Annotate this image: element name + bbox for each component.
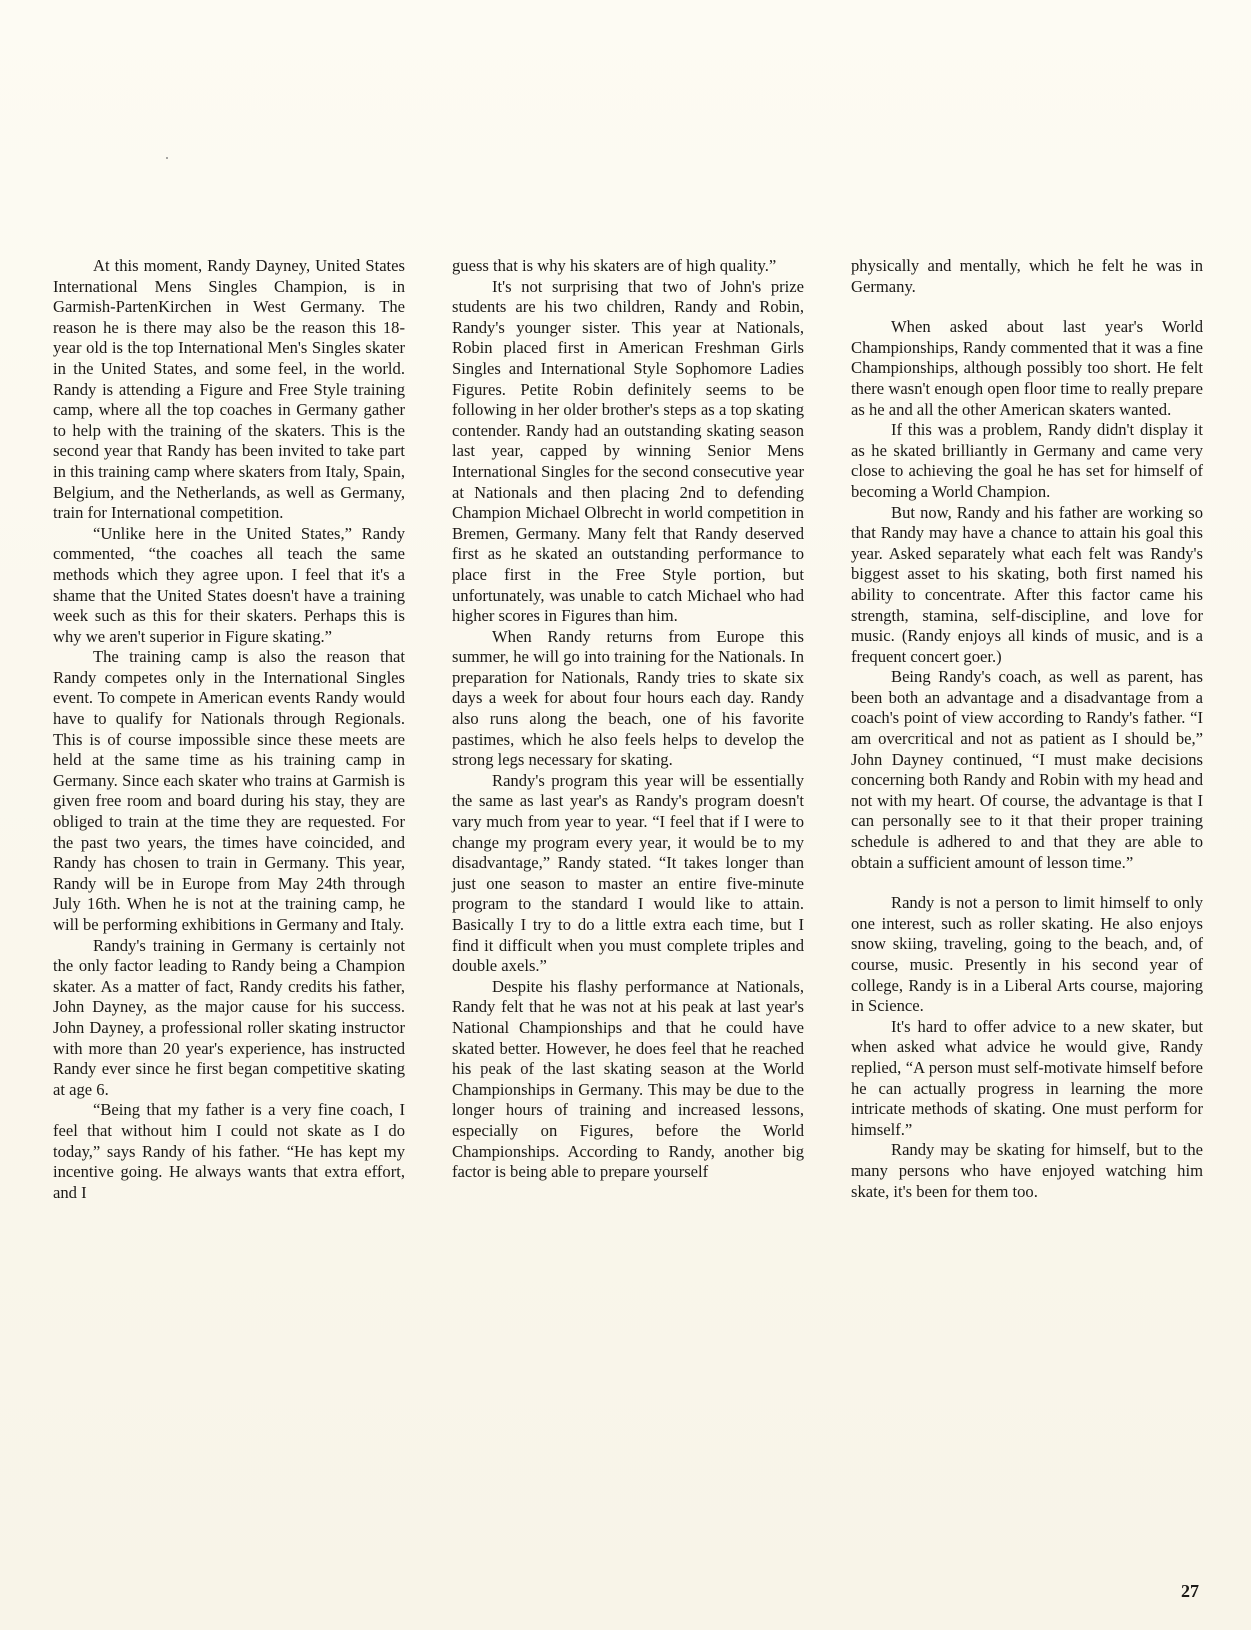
page-number: 27 bbox=[1181, 1581, 1199, 1601]
paragraph: “Being that my father is a very fine coach, I feel that without him I could not skate as I do today,” says Randy of his father. “He has kept my incentive going. He always wants that extra effort, and I bbox=[53, 1100, 405, 1202]
paragraph: When asked about last year's World Championships, Randy commented that it was a fine Championships, although possibly too short. He felt there wasn't enough open floor time to really prepare as he and all the other American skaters wanted. bbox=[851, 317, 1203, 419]
article-column-3 bbox=[851, 256, 1203, 1202]
print-speck bbox=[166, 157, 168, 159]
paragraph: Randy is not a person to limit himself to only one interest, such as roller skating. He also enjoys snow skiing, traveling, going to the beach, and, of course, music. Presently in his second year of college, Randy is in a Liberal Arts course, majoring in Science. bbox=[851, 893, 1203, 1016]
paragraph: When Randy returns from Europe this summer, he will go into training for the Nationals. In preparation for Nationals, Randy tries to skate six days a week for about four hours each day. Randy also runs along the beach, one of his favorite pastimes, which he also feels helps to develop the strong legs necessary for skating. bbox=[452, 626, 804, 770]
article-column-1 bbox=[53, 256, 405, 1203]
paragraph: It's not surprising that two of John's prize students are his two children, Randy and Robin, Randy's younger sister. This year at Nationals, Robin placed first in American Freshman Girls Singles and International Style Sophomore Ladies Figures. Petite Robin definitely seems to be following in her older brother's steps as a top skating contender. Randy had an outstanding skating season last year, capped by winning Senior Mens International Singles for the second consecutive year at Nationals and then placing 2nd to defending Champion Michael Olbrecht in world competition in Bremen, Germany. Many felt that Randy deserved first as he skated an outstanding performance to place first in the Free Style portion, but unfortunately, was unable to catch Michael who had higher scores in Figures than him. bbox=[452, 276, 804, 626]
paragraph: “Unlike here in the United States,” Randy commented, “the coaches all teach the same methods which they agree upon. I feel that it's a shame that the United States doesn't have a training week such as this for their skaters. Perhaps this is why we aren't superior in Figure skating.” bbox=[53, 523, 405, 646]
paragraph: It's hard to offer advice to a new skater, but when asked what advice he would give, Randy replied, “A person must self-motivate himself before he can actually progress in learning the more intricate methods of skating. One must perform for himself.” bbox=[851, 1016, 1203, 1139]
paragraph: At this moment, Randy Dayney, United States International Mens Singles Champion, is in Garmish-PartenKirchen in West Germany. The reason he is there may also be the reason this 18-year old is the top International Men's Singles skater in the United States, and some feel, in the world. Randy is attending a Figure and Free Style training camp, where all the top coaches in Germany gather to help with the training of the skaters. This is the second year that Randy has been invited to take part in this training camp where skaters from Italy, Spain, Belgium, and the Netherlands, as well as Germany, train for International competition. bbox=[53, 256, 405, 523]
paragraph: Despite his flashy performance at Nationals, Randy felt that he was not at his peak at last year's National Championships and that he could have skated better. However, he does feel that he reached his peak of the last skating season at the World Championships in Germany. This may be due to the longer hours of training and increased lessons, especially on Figures, before the World Championships. According to Randy, another big factor is being able to prepare yourself bbox=[452, 976, 804, 1182]
article-column-2 bbox=[452, 256, 804, 1183]
paragraph: Being Randy's coach, as well as parent, has been both an advantage and a disadvantage from a coach's point of view according to Randy's father. “I am overcritical and not as patient as I should be,” John Dayney continued, “I must make decisions concerning both Randy and Robin with my head and not with my heart. Of course, the advantage is that I can personally see to it that their proper training schedule is adhered to and that they are able to obtain a sufficient amount of lesson time.” bbox=[851, 667, 1203, 872]
paragraph: The training camp is also the reason that Randy competes only in the International Singles event. To compete in American events Randy would have to qualify for Nationals through Regionals. This is of course impossible since these meets are held at the same time as his training camp in Germany. Since each skater who trains at Garmish is given free room and board during his stay, they are obliged to train at the time they are requested. For the past two years, the times have coincided, and Randy has chosen to train in Germany. This year, Randy will be in Europe from May 24th through July 16th. When he is not at the training camp, he will be performing exhibitions in Germany and Italy. bbox=[53, 647, 405, 934]
paragraph: But now, Randy and his father are working so that Randy may have a chance to attain his goal this year. Asked separately what each felt was Randy's biggest asset to his skating, both first named his ability to concentrate. After this factor came his strength, stamina, self-discipline, and love for music. (Randy enjoys all kinds of music, and is a frequent concert goer.) bbox=[851, 502, 1203, 666]
paragraph: guess that is why his skaters are of high quality.” bbox=[452, 256, 777, 275]
paragraph: If this was a problem, Randy didn't display it as he skated brilliantly in Germany and came very close to achieving the goal he has set for himself of becoming a World Champion. bbox=[851, 420, 1203, 501]
paragraph: physically and mentally, which he felt he was in Germany. bbox=[851, 256, 1203, 296]
paragraph: Randy may be skating for himself, but to the many persons who have enjoyed watching him skate, it's been for them too. bbox=[851, 1140, 1203, 1201]
paragraph: Randy's program this year will be essentially the same as last year's as Randy's program doesn't vary much from year to year. “I feel that if I were to change my program every year, it would be to my disadvantage,” Randy stated. “It takes longer than just one season to master an entire five-minute program to the standard I would like to attain. Basically I try to do a little extra each time, but I find it difficult when you must complete triples and double axels.” bbox=[452, 770, 804, 976]
paragraph: Randy's training in Germany is certainly not the only factor leading to Randy being a Champion skater. As a matter of fact, Randy credits his father, John Dayney, as the major cause for his success. John Dayney, a professional roller skating instructor with more than 20 year's experience, has instructed Randy ever since he first began competitive skating at age 6. bbox=[53, 935, 405, 1099]
